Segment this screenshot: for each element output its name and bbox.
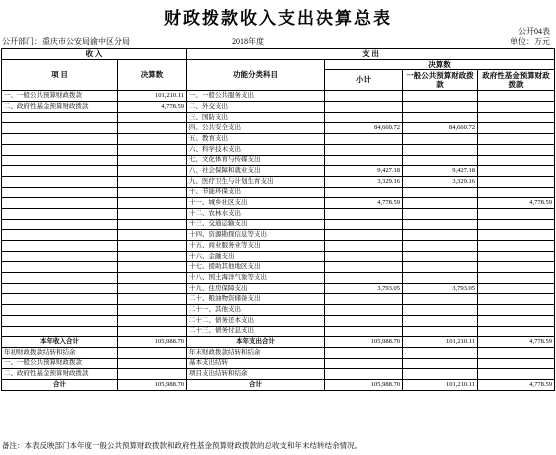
func-category-cell: 十五、商业服务业等支出 <box>187 241 325 252</box>
general-budget-cell <box>403 91 478 102</box>
general-budget-cell: 3,329.16 <box>403 176 478 187</box>
gov-fund-cell <box>478 102 555 113</box>
gov-fund-cell <box>478 187 555 198</box>
table-row <box>2 112 555 123</box>
income-value-cell <box>118 305 187 316</box>
header-expense: 支 出 <box>187 49 555 60</box>
income-value-cell <box>118 230 187 241</box>
general-budget-cell: 84,660.72 <box>403 123 478 134</box>
table-row <box>2 369 555 380</box>
income-item-cell <box>2 315 118 326</box>
income-item-cell <box>2 112 118 123</box>
subtotal-cell <box>325 208 403 219</box>
subtotal-cell <box>325 155 403 166</box>
table-row <box>2 155 555 166</box>
gov-fund-cell <box>478 273 555 284</box>
income-item-cell: 二、政府性基金预算财政拨款 <box>2 369 118 380</box>
func-category-cell: 十七、援助其他地区支出 <box>187 262 325 273</box>
general-budget-cell <box>403 315 478 326</box>
gov-fund-cell <box>478 219 555 230</box>
subtotal-cell: 3,329.16 <box>325 176 403 187</box>
income-value-cell <box>118 155 187 166</box>
table-row <box>2 134 555 145</box>
subtotal-cell: 84,660.72 <box>325 123 403 134</box>
gov-fund-cell <box>478 144 555 155</box>
total-general-budget: 101,210.11 <box>403 337 478 348</box>
subtotal-cell <box>325 358 403 369</box>
gov-fund-cell <box>478 326 555 337</box>
table-row <box>2 347 555 358</box>
general-budget-cell <box>403 187 478 198</box>
subtotal-cell <box>325 294 403 305</box>
general-budget-cell <box>403 219 478 230</box>
general-budget-cell <box>403 326 478 337</box>
func-category-cell: 一、一般公共服务支出 <box>187 91 325 102</box>
subtotal-cell <box>325 241 403 252</box>
func-category-cell: 十四、资源勘探信息等支出 <box>187 230 325 241</box>
header-row-1 <box>2 49 555 60</box>
department-label: 公开部门：重庆市公安局渝中区分局 <box>2 37 130 46</box>
subtotal-cell <box>325 369 403 380</box>
income-value-cell: 4,778.59 <box>118 102 187 113</box>
func-category-cell: 二十一、其他支出 <box>187 305 325 316</box>
general-budget-cell <box>403 208 478 219</box>
total-expense-label: 合计 <box>187 379 325 390</box>
meta-row <box>0 36 556 48</box>
income-item-cell: 一、一般公共预算财政拨款 <box>2 358 118 369</box>
table-row <box>2 315 555 326</box>
gov-fund-cell <box>478 166 555 177</box>
gov-fund-cell <box>478 315 555 326</box>
total-income-value: 105,988.70 <box>118 379 187 390</box>
general-budget-cell <box>403 241 478 252</box>
income-value-cell: 101,210.11 <box>118 91 187 102</box>
gov-fund-cell <box>478 112 555 123</box>
subtotal-cell: 3,793.05 <box>325 283 403 294</box>
income-value-cell <box>118 283 187 294</box>
expense-item-cell: 年末财政拨款结转和结余 <box>187 347 325 358</box>
unit-label: 单位：万元 <box>510 37 550 46</box>
income-value-cell <box>118 273 187 284</box>
income-value-cell <box>118 219 187 230</box>
income-item-cell: 年初财政拨款结转和结余 <box>2 347 118 358</box>
income-item-cell <box>2 134 118 145</box>
gov-fund-cell <box>478 134 555 145</box>
grand-total-row <box>2 379 555 390</box>
income-value-cell <box>118 208 187 219</box>
income-value-cell <box>118 166 187 177</box>
general-budget-cell <box>403 102 478 113</box>
income-value-cell <box>118 187 187 198</box>
expense-item-cell: 基本支出结转 <box>187 358 325 369</box>
table-row <box>2 241 555 252</box>
gov-fund-cell <box>478 358 555 369</box>
table-row <box>2 230 555 241</box>
income-value-cell <box>118 123 187 134</box>
income-item-cell: 二、政府性基金预算财政拨款 <box>2 102 118 113</box>
gov-fund-cell <box>478 91 555 102</box>
gov-fund-cell: 4,778.59 <box>478 198 555 209</box>
func-category-cell: 十二、农林水支出 <box>187 208 325 219</box>
gov-fund-cell <box>478 369 555 380</box>
subtotal-cell: 4,778.59 <box>325 198 403 209</box>
header-func-cat: 功能分类科目 <box>187 59 325 91</box>
table-row <box>2 123 555 134</box>
income-item-cell <box>2 305 118 316</box>
income-item-cell <box>2 230 118 241</box>
income-item-cell <box>2 166 118 177</box>
income-value-cell <box>118 112 187 123</box>
general-budget-cell <box>403 262 478 273</box>
general-budget-cell <box>403 273 478 284</box>
income-item-cell <box>2 123 118 134</box>
income-value-cell <box>118 198 187 209</box>
income-value-cell <box>118 144 187 155</box>
gov-fund-cell <box>478 347 555 358</box>
subtotal-cell <box>325 251 403 262</box>
income-value-cell <box>118 326 187 337</box>
header-gov-fund: 政府性基金预算财政拨款 <box>478 70 555 91</box>
general-budget-cell <box>403 251 478 262</box>
general-budget-cell <box>403 155 478 166</box>
table-row <box>2 166 555 177</box>
total-income-label: 合计 <box>2 379 118 390</box>
header-income: 收 入 <box>2 49 187 60</box>
income-item-cell <box>2 208 118 219</box>
income-item-cell <box>2 294 118 305</box>
general-budget-cell <box>403 305 478 316</box>
year-label: 2018年度 <box>232 37 264 46</box>
table-row <box>2 219 555 230</box>
income-item-cell <box>2 144 118 155</box>
func-category-cell: 十、节能环保支出 <box>187 187 325 198</box>
table-row <box>2 251 555 262</box>
income-item-cell <box>2 283 118 294</box>
total-income-value: 105,988.70 <box>118 337 187 348</box>
income-item-cell <box>2 262 118 273</box>
table-row <box>2 176 555 187</box>
total-subtotal: 105,988.70 <box>325 337 403 348</box>
subtotal-cell <box>325 91 403 102</box>
subtotal-cell: 9,427.18 <box>325 166 403 177</box>
total-income-label: 本年收入合计 <box>2 337 118 348</box>
func-category-cell: 十六、金融支出 <box>187 251 325 262</box>
gov-fund-cell <box>478 241 555 252</box>
subtotal-cell <box>325 273 403 284</box>
func-category-cell: 九、医疗卫生与计划生育支出 <box>187 176 325 187</box>
general-budget-cell <box>403 112 478 123</box>
form-code: 公开04表 <box>518 27 550 36</box>
gov-fund-cell <box>478 176 555 187</box>
func-category-cell: 十九、住房保障支出 <box>187 283 325 294</box>
func-category-cell: 二十三、债务付息支出 <box>187 326 325 337</box>
func-category-cell: 八、社会保障和就业支出 <box>187 166 325 177</box>
income-item-cell <box>2 326 118 337</box>
header-general-budget: 一般公共预算财政拨款 <box>403 70 478 91</box>
general-budget-cell: 3,793.05 <box>403 283 478 294</box>
gov-fund-cell <box>478 262 555 273</box>
table-row <box>2 198 555 209</box>
subtotal-cell <box>325 112 403 123</box>
table-row <box>2 102 555 113</box>
income-value-cell <box>118 176 187 187</box>
func-category-cell: 二、外交支出 <box>187 102 325 113</box>
income-value-cell <box>118 134 187 145</box>
general-budget-cell: 9,427.18 <box>403 166 478 177</box>
income-item-cell <box>2 219 118 230</box>
year-total-row <box>2 337 555 348</box>
gov-fund-cell <box>478 283 555 294</box>
subtotal-cell <box>325 347 403 358</box>
header-item: 项 目 <box>2 59 118 91</box>
gov-fund-cell <box>478 305 555 316</box>
subtotal-cell <box>325 219 403 230</box>
header-row-2 <box>2 59 555 70</box>
subtotal-cell <box>325 230 403 241</box>
income-item-cell <box>2 176 118 187</box>
income-value-cell <box>118 262 187 273</box>
general-budget-cell <box>403 198 478 209</box>
income-item-cell <box>2 241 118 252</box>
header-final-num: 决算数 <box>325 59 555 70</box>
budget-table <box>1 48 555 391</box>
income-value-cell <box>118 315 187 326</box>
general-budget-cell <box>403 347 478 358</box>
expense-item-cell: 项目支出结转和结余 <box>187 369 325 380</box>
func-category-cell: 二十、粮油物资储备支出 <box>187 294 325 305</box>
table-row <box>2 187 555 198</box>
func-category-cell: 十八、国土海洋气象等支出 <box>187 273 325 284</box>
income-value-cell <box>118 251 187 262</box>
income-value-cell <box>118 358 187 369</box>
table-row <box>2 273 555 284</box>
income-item-cell <box>2 251 118 262</box>
total-subtotal: 105,988.70 <box>325 379 403 390</box>
gov-fund-cell <box>478 294 555 305</box>
table-row <box>2 144 555 155</box>
table-row <box>2 208 555 219</box>
income-value-cell <box>118 294 187 305</box>
general-budget-cell <box>403 369 478 380</box>
gov-fund-cell <box>478 230 555 241</box>
table-row <box>2 305 555 316</box>
page-title: 财政拨款收入支出决算总表 <box>164 9 392 28</box>
income-value-cell <box>118 369 187 380</box>
total-general-budget: 101,210.11 <box>403 379 478 390</box>
func-category-cell: 二十二、债务还本支出 <box>187 315 325 326</box>
income-item-cell <box>2 198 118 209</box>
general-budget-cell <box>403 230 478 241</box>
func-category-cell: 十一、城乡社区支出 <box>187 198 325 209</box>
table-row <box>2 326 555 337</box>
income-value-cell <box>118 347 187 358</box>
subtotal-cell <box>325 144 403 155</box>
income-item-cell <box>2 273 118 284</box>
func-category-cell: 十三、交通运输支出 <box>187 219 325 230</box>
subtotal-cell <box>325 315 403 326</box>
income-item-cell <box>2 187 118 198</box>
subtotal-cell <box>325 305 403 316</box>
func-category-cell: 七、文化体育与传媒支出 <box>187 155 325 166</box>
income-item-cell: 一、一般公共预算财政拨款 <box>2 91 118 102</box>
subtotal-cell <box>325 187 403 198</box>
general-budget-cell <box>403 134 478 145</box>
income-value-cell <box>118 241 187 252</box>
total-expense-label: 本年支出合计 <box>187 337 325 348</box>
table-row <box>2 294 555 305</box>
footnote: 备注：本表反映部门本年度一般公共预算财政拨款和政府性基金预算财政拨款的总收支和年末结转结余情况。 <box>2 441 362 450</box>
gov-fund-cell <box>478 123 555 134</box>
total-gov-fund: 4,778.59 <box>478 337 555 348</box>
subtotal-cell <box>325 326 403 337</box>
table-row <box>2 91 555 102</box>
general-budget-cell <box>403 358 478 369</box>
general-budget-cell <box>403 144 478 155</box>
gov-fund-cell <box>478 251 555 262</box>
gov-fund-cell <box>478 155 555 166</box>
func-category-cell: 六、科学技术支出 <box>187 144 325 155</box>
func-category-cell: 五、教育支出 <box>187 134 325 145</box>
subtotal-cell <box>325 102 403 113</box>
table-row <box>2 262 555 273</box>
table-row <box>2 283 555 294</box>
header-budget-num: 决算数 <box>118 59 187 91</box>
subtotal-cell <box>325 262 403 273</box>
total-gov-fund: 4,778.59 <box>478 379 555 390</box>
func-category-cell: 三、国防支出 <box>187 112 325 123</box>
table-row <box>2 358 555 369</box>
gov-fund-cell <box>478 208 555 219</box>
subtotal-cell <box>325 134 403 145</box>
func-category-cell: 四、公共安全支出 <box>187 123 325 134</box>
general-budget-cell <box>403 294 478 305</box>
header-subtotal: 小计 <box>325 70 403 91</box>
income-item-cell <box>2 155 118 166</box>
